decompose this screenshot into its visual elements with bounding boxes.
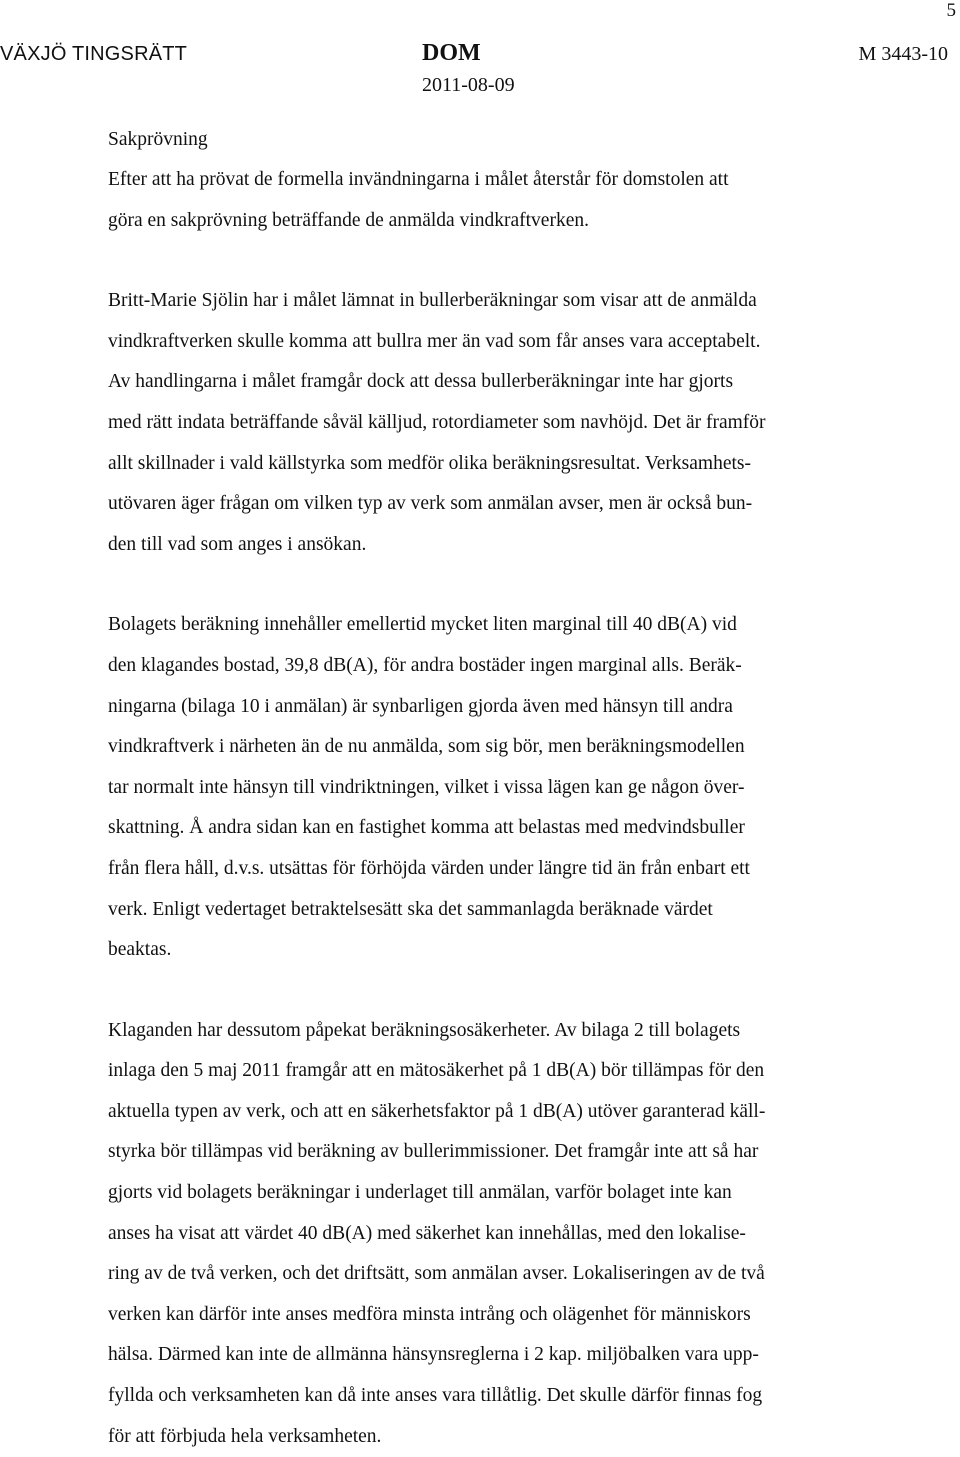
document-header (0, 40, 960, 100)
paragraph-2 (108, 281, 898, 565)
case-number: M 3443-10 (858, 43, 948, 65)
text-line: verken kan därför inte anses medföra minsta intrång och olägenhet för människors (108, 1303, 751, 1325)
text-line: Av handlingarna i målet framgår dock att dessa bullerberäkningar inte har gjorts (108, 371, 734, 393)
text-line: beaktas. (108, 939, 172, 961)
text-line: gjorts vid bolagets beräkningar i underlaget till anmälan, varför bolaget inte kan (108, 1182, 732, 1204)
page-number: 5 (946, 0, 956, 21)
text-line: skattning. Å andra sidan kan en fastighet komma att belastas med medvindsbuller (108, 817, 745, 839)
text-line: verk. Enligt vedertaget betraktelsesätt ska det sammanlagda beräknade värdet (108, 898, 713, 920)
text-line: tar normalt inte hänsyn till vindriktningen, vilket i vissa lägen kan ge någon över- (108, 776, 745, 798)
text-line: allt skillnader i vald källstyrka som medför olika beräkningsresultat. Verksamhets- (108, 452, 751, 474)
text-line: den till vad som anges i ansökan. (108, 533, 367, 555)
text-line: Klaganden har dessutom påpekat beräkningsosäkerheter. Av bilaga 2 till bolagets (108, 1019, 741, 1041)
text-line: hälsa. Därmed kan inte de allmänna hänsynsreglerna i 2 kap. miljöbalken vara upp- (108, 1344, 759, 1366)
text-line: inlaga den 5 maj 2011 framgår att en mätosäkerhet på 1 dB(A) bör tillämpas för den (108, 1060, 765, 1082)
text-line: med rätt indata beträffande såväl källjud, rotordiameter som navhöjd. Det är framför (108, 411, 766, 433)
text-line: från flera håll, d.v.s. utsättas för förhöjda värden under längre tid än från enbart ett (108, 857, 750, 879)
text-line: fyllda och verksamheten kan då inte anses vara tillåtlig. Det skulle därför finnas fog (108, 1385, 763, 1407)
text-line: göra en sakprövning beträffande de anmälda vindkraftverken. (108, 209, 589, 231)
text-line: den klagandes bostad, 39,8 dB(A), för andra bostäder ingen marginal alls. Beräk- (108, 654, 742, 676)
text-line: styrka bör tillämpas vid beräkning av bullerimmissioner. Det framgår inte att så har (108, 1141, 759, 1163)
paragraph-1 (108, 160, 898, 241)
text-line: ningarna (bilaga 10 i anmälan) är synbarligen gjorda även med hänsyn till andra (108, 695, 733, 717)
text-line: ring av de två verken, och det driftsätt, som anmälan avser. Lokaliseringen av de två (108, 1263, 765, 1285)
text-line: aktuella typen av verk, och att en säkerhetsfaktor på 1 dB(A) utöver garanterad käll- (108, 1100, 766, 1122)
text-line: för att förbjuda hela verksamheten. (108, 1425, 382, 1447)
paragraph-4 (108, 1011, 898, 1457)
court-name: VÄXJÖ TINGSRÄTT (0, 43, 188, 65)
text-line: utövaren äger frågan om vilken typ av verk som anmälan avser, men är också bun- (108, 493, 753, 515)
document-date: 2011-08-09 (422, 74, 515, 96)
paragraph-gap (108, 971, 898, 1011)
paragraph-3 (108, 605, 898, 970)
text-line: vindkraftverk i närheten än de nu anmälda, som sig bör, men beräkningsmodellen (108, 736, 745, 758)
document-type: DOM (422, 40, 481, 66)
text-line: anses ha visat att värdet 40 dB(A) med säkerhet kan innehållas, med den lokalise- (108, 1222, 746, 1244)
section-heading: Sakprövning (108, 129, 208, 150)
document-body (108, 120, 898, 1457)
paragraph-gap (108, 565, 898, 605)
text-line: vindkraftverken skulle komma att bullra mer än vad som får anses vara acceptabelt. (108, 330, 761, 352)
text-line: Bolagets beräkning innehåller emellertid mycket liten marginal till 40 dB(A) vid (108, 614, 737, 636)
text-line: Efter att ha prövat de formella invändningarna i målet återstår för domstolen att (108, 169, 729, 190)
paragraph-gap (108, 241, 898, 281)
text-line: Britt-Marie Sjölin har i målet lämnat in bullerberäkningar som visar att de anmälda (108, 290, 757, 312)
